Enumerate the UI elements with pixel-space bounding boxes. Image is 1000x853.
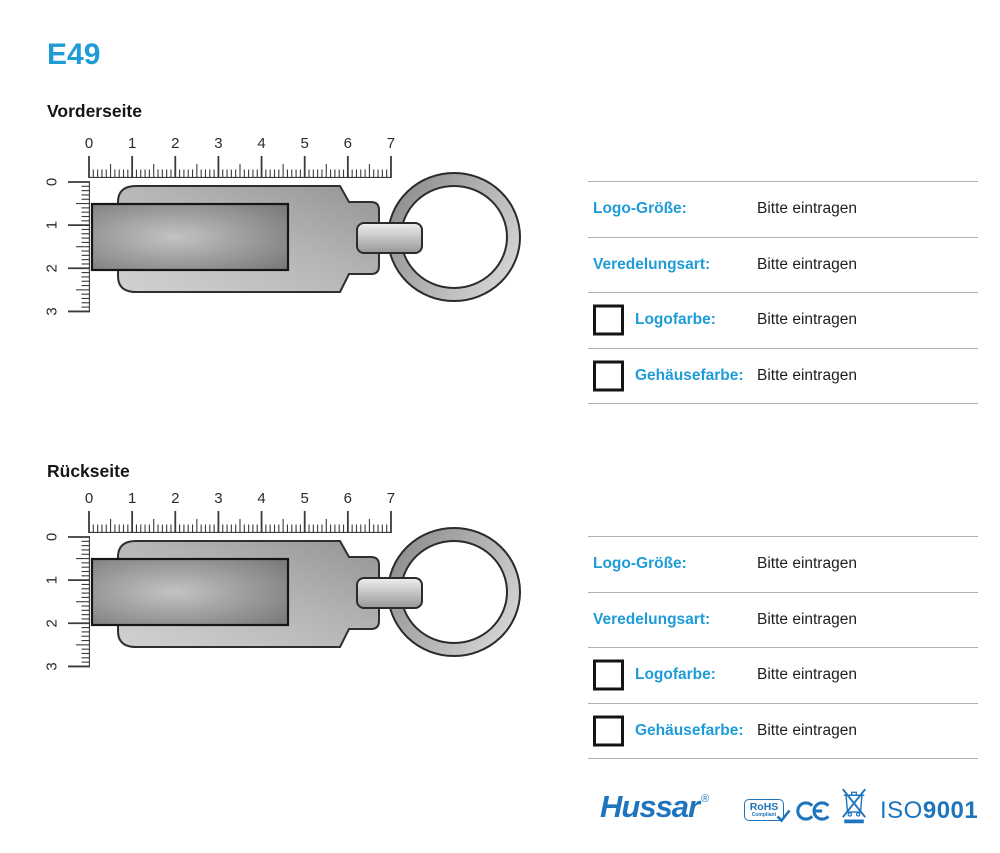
rohs-badge-subtitle: Compliant <box>751 812 777 818</box>
ruler-number: 2 <box>43 264 61 273</box>
field-label: Gehäusefarbe: <box>635 721 744 739</box>
color-checkbox[interactable] <box>593 305 624 336</box>
checkmark-icon <box>776 809 791 823</box>
color-checkbox[interactable] <box>593 715 624 746</box>
weee-crossed-bin-icon <box>840 786 868 826</box>
ruler-number: 0 <box>84 135 94 152</box>
field-value[interactable]: Bitte eintragen <box>757 555 857 573</box>
ruler-number: 5 <box>300 135 309 152</box>
ruler-number: 2 <box>171 490 180 507</box>
ruler-number: 1 <box>43 575 61 585</box>
field-label: Logofarbe: <box>635 311 716 329</box>
color-checkbox[interactable] <box>593 360 624 391</box>
form-row <box>588 703 978 759</box>
iso9001-logo <box>880 797 978 825</box>
hussar-logo-text: Hussar <box>600 789 700 824</box>
form-row <box>588 348 978 404</box>
section-heading: Vorderseite <box>47 101 142 121</box>
ruler-number: 0 <box>43 532 61 542</box>
ruler-number: 7 <box>386 490 396 507</box>
field-value[interactable]: Bitte eintragen <box>757 200 857 218</box>
usb-metal-cover <box>92 204 288 270</box>
section-heading: Rückseite <box>47 461 130 481</box>
iso-prefix: ISO <box>880 797 923 824</box>
technical-drawing <box>40 130 540 316</box>
field-label: Gehäusefarbe: <box>635 366 744 384</box>
ring-connector-tab <box>357 223 422 253</box>
iso-number: 9001 <box>922 797 979 824</box>
ruler-number: 3 <box>43 307 61 316</box>
ruler-number: 7 <box>386 135 396 152</box>
spec-form <box>588 536 978 759</box>
rohs-compliant-badge <box>744 799 784 821</box>
ruler-number: 1 <box>127 490 137 507</box>
ring-connector-tab <box>357 578 422 608</box>
field-value[interactable]: Bitte eintragen <box>757 610 857 628</box>
field-label: Veredelungsart: <box>593 255 711 273</box>
vertical-ruler <box>44 533 91 671</box>
ruler-number: 3 <box>214 490 223 507</box>
field-value[interactable]: Bitte eintragen <box>757 666 857 684</box>
horizontal-ruler <box>85 490 395 533</box>
ruler-number: 2 <box>43 619 61 628</box>
ruler-number: 1 <box>43 220 61 230</box>
form-row <box>588 292 978 348</box>
form-row <box>588 181 978 237</box>
usb-metal-cover <box>92 559 288 625</box>
rohs-badge-title: RoHS <box>749 801 779 813</box>
technical-drawing <box>40 485 540 671</box>
field-value[interactable]: Bitte eintragen <box>757 366 857 384</box>
horizontal-ruler <box>85 135 395 178</box>
field-label: Logo-Größe: <box>593 555 687 573</box>
color-checkbox[interactable] <box>593 660 624 691</box>
ruler-number: 1 <box>127 135 137 152</box>
form-row <box>588 536 978 592</box>
field-value[interactable]: Bitte eintragen <box>757 311 857 329</box>
keychain-usb-drawing <box>92 528 520 656</box>
spec-form <box>588 181 978 404</box>
hussar-logo <box>600 789 710 825</box>
page-title: E49 <box>47 38 101 71</box>
ruler-number: 5 <box>300 490 309 507</box>
ruler-number: 4 <box>257 135 266 152</box>
ruler-number: 4 <box>257 490 266 507</box>
form-row <box>588 592 978 648</box>
registered-trademark-icon: ® <box>701 792 710 805</box>
ruler-number: 0 <box>84 490 94 507</box>
form-row <box>588 237 978 293</box>
field-label: Veredelungsart: <box>593 610 711 628</box>
keychain-usb-drawing <box>92 173 520 301</box>
ruler-number: 2 <box>171 135 180 152</box>
vertical-ruler <box>44 178 91 316</box>
field-label: Logofarbe: <box>635 666 716 684</box>
form-row <box>588 647 978 703</box>
ce-mark-icon <box>796 800 832 822</box>
ruler-number: 0 <box>43 177 61 187</box>
ruler-number: 3 <box>43 662 61 671</box>
field-value[interactable]: Bitte eintragen <box>757 255 857 273</box>
footer <box>600 784 980 830</box>
ruler-number: 3 <box>214 135 223 152</box>
ruler-number: 6 <box>343 135 353 152</box>
field-label: Logo-Größe: <box>593 200 687 218</box>
field-value[interactable]: Bitte eintragen <box>757 721 857 739</box>
ruler-number: 6 <box>343 490 353 507</box>
